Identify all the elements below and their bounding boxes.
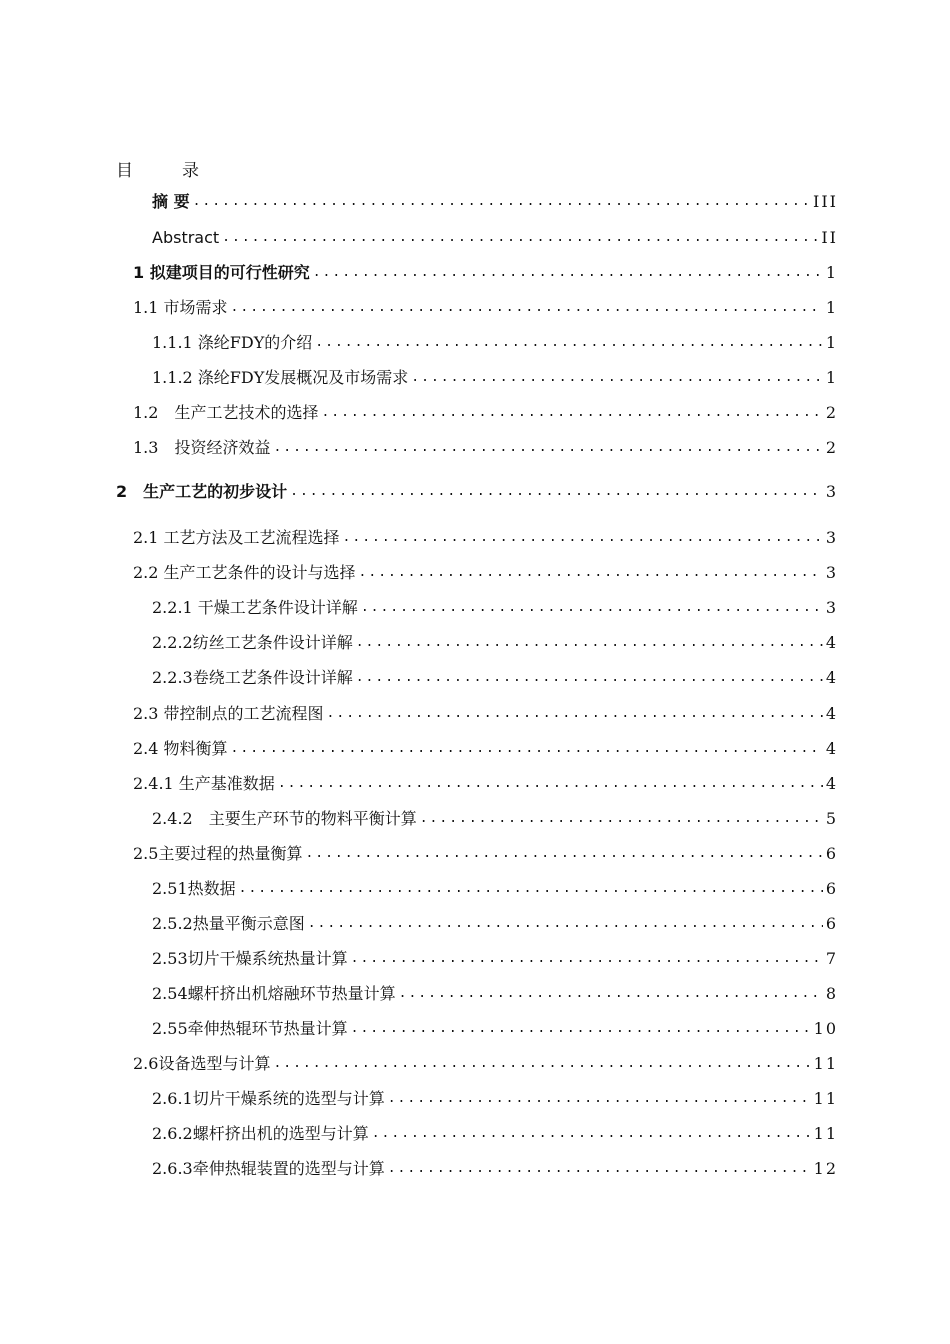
- toc-entry-label: 2.5.2热量平衡示意图: [152, 914, 305, 933]
- toc-entry-label: 1.1.2 涤纶FDY发展概况及市场需求: [152, 368, 409, 387]
- toc-entry-label: 摘 要: [152, 192, 190, 211]
- toc-entry-page: 3: [825, 482, 838, 501]
- toc-entry-page: 3: [825, 528, 838, 547]
- toc-entry-page: 4: [825, 668, 838, 687]
- toc-entry-label: 2 生产工艺的初步设计: [116, 482, 288, 501]
- toc-entry-2-2-2[interactable]: [152, 629, 838, 653]
- dot-leader: [305, 844, 822, 864]
- toc-entry-label: 2.6.3牵伸热辊装置的选型与计算: [152, 1159, 385, 1178]
- toc-entry-label: 1.2 生产工艺技术的选择: [133, 403, 319, 422]
- dot-leader: [359, 563, 823, 583]
- toc-entry-label: 2.53切片干燥系统热量计算: [152, 949, 348, 968]
- toc-entry-2-3[interactable]: [133, 700, 838, 724]
- toc-entry-page: 1: [825, 333, 838, 352]
- toc-entry-label: Abstract: [152, 228, 220, 247]
- toc-entry-2-2-1[interactable]: [152, 594, 838, 618]
- dot-leader: [278, 774, 823, 794]
- dot-leader: [420, 809, 823, 829]
- dot-leader: [273, 438, 822, 458]
- toc-entry-label: 2.1 工艺方法及工艺流程选择: [133, 528, 340, 547]
- dot-leader: [399, 984, 823, 1004]
- dot-leader: [361, 598, 823, 618]
- dot-leader: [273, 1054, 810, 1074]
- toc-entry-label: 2.2 生产工艺条件的设计与选择: [133, 563, 356, 582]
- toc-entry-page: 6: [825, 914, 838, 933]
- toc-entry-page: 4: [825, 774, 838, 793]
- toc-entry-page: 6: [825, 844, 838, 863]
- dot-leader: [193, 192, 810, 212]
- toc-entry-1-1[interactable]: [133, 294, 838, 318]
- toc-entry-label: 1.3 投资经济效益: [133, 438, 271, 457]
- toc-entry-page: 4: [825, 633, 838, 652]
- toc-entry-label: 2.4 物料衡算: [133, 739, 228, 758]
- toc-entry-label: 2.55牵伸热辊环节热量计算: [152, 1019, 348, 1038]
- toc-entry-2-5-2[interactable]: [152, 910, 838, 934]
- dot-leader: [308, 914, 823, 934]
- toc-entry-label: 2.2.1 干燥工艺条件设计详解: [152, 598, 358, 617]
- toc-entry-page: 1: [825, 263, 838, 282]
- toc-entry-label: 2.4.2 主要生产环节的物料平衡计算: [152, 809, 417, 828]
- dot-leader: [411, 368, 823, 388]
- toc-entry-1-1-2[interactable]: [152, 364, 838, 388]
- toc-entry-label: 2.51热数据: [152, 879, 236, 898]
- toc-entry-label: 2.4.1 生产基准数据: [133, 774, 275, 793]
- toc-entry-2-2-3[interactable]: [152, 664, 838, 688]
- dot-leader: [351, 949, 823, 969]
- toc-entry-1-1-1[interactable]: [152, 329, 838, 353]
- toc-title: 目 录: [116, 161, 215, 181]
- toc-entry-2-1[interactable]: [133, 524, 838, 548]
- toc-entry-2-4-1[interactable]: [133, 770, 838, 794]
- toc-entry-page: 5: [825, 809, 838, 828]
- toc-entry-1-3[interactable]: [133, 434, 838, 458]
- toc-entry-1-2[interactable]: [133, 399, 838, 423]
- toc-entry-label: 1.1 市场需求: [133, 298, 228, 317]
- dot-leader: [351, 1019, 811, 1039]
- toc-entry-page: 12: [813, 1159, 838, 1178]
- toc-entry-page: 6: [825, 879, 838, 898]
- dot-leader: [388, 1159, 811, 1179]
- toc-entry-page: II: [821, 228, 838, 247]
- dot-leader: [343, 528, 823, 548]
- toc-entry-page: 2: [825, 438, 838, 457]
- dot-leader: [315, 333, 823, 353]
- toc-entry-label: 2.2.2纺丝工艺条件设计详解: [152, 633, 353, 652]
- toc-entry-page: 4: [825, 704, 838, 723]
- toc-entry-page: 3: [825, 598, 838, 617]
- toc-entry-2-5-1[interactable]: [152, 875, 838, 899]
- toc-entry-abstract-cn[interactable]: [152, 188, 838, 212]
- toc-entry-page: 11: [813, 1054, 838, 1073]
- toc-entry-label: 1 拟建项目的可行性研究: [133, 263, 310, 282]
- toc-entry-label: 2.6.1切片干燥系统的选型与计算: [152, 1089, 385, 1108]
- toc-entry-2-5-4[interactable]: [152, 980, 838, 1004]
- toc-entry-page: III: [813, 192, 838, 211]
- toc-entry-2-5-3[interactable]: [152, 945, 838, 969]
- dot-leader: [356, 668, 823, 688]
- dot-leader: [388, 1089, 811, 1109]
- toc-entry-label: 2.3 带控制点的工艺流程图: [133, 704, 324, 723]
- toc-entry-2-5[interactable]: [133, 840, 838, 864]
- toc-entry-page: 3: [825, 563, 838, 582]
- toc-entry-label: 2.5主要过程的热量衡算: [133, 844, 303, 863]
- dot-leader: [239, 879, 823, 899]
- toc-entry-page: 4: [825, 739, 838, 758]
- toc-entry-page: 11: [813, 1089, 838, 1108]
- dot-leader: [321, 403, 822, 423]
- toc-entry-2-6[interactable]: [133, 1050, 838, 1074]
- dot-leader: [290, 482, 823, 502]
- toc-entry-abstract-en[interactable]: [152, 224, 838, 248]
- toc-entry-2-6-3[interactable]: [152, 1155, 838, 1179]
- toc-entry-2-2[interactable]: [133, 559, 838, 583]
- toc-entry-label: 1.1.1 涤纶FDY的介绍: [152, 333, 313, 352]
- toc-entry-page: 11: [813, 1124, 838, 1143]
- toc-entry-2-5-5[interactable]: [152, 1015, 838, 1039]
- toc-entry-label: 2.6.2螺杆挤出机的选型与计算: [152, 1124, 369, 1143]
- toc-entry-label: 2.54螺杆挤出机熔融环节热量计算: [152, 984, 396, 1003]
- toc-entry-page: 8: [825, 984, 838, 1003]
- dot-leader: [231, 298, 823, 318]
- dot-leader: [313, 263, 823, 283]
- dot-leader: [372, 1124, 811, 1144]
- dot-leader: [231, 739, 823, 759]
- dot-leader: [222, 228, 818, 248]
- dot-leader: [327, 704, 823, 724]
- toc-entry-page: 10: [813, 1019, 838, 1038]
- toc-entry-label: 2.2.3卷绕工艺条件设计详解: [152, 668, 353, 687]
- toc-entry-page: 2: [825, 403, 838, 422]
- dot-leader: [356, 633, 823, 653]
- toc-entry-page: 1: [825, 368, 838, 387]
- toc-entry-page: 7: [825, 949, 838, 968]
- toc-entry-label: 2.6设备选型与计算: [133, 1054, 271, 1073]
- toc-entry-2-4[interactable]: [133, 735, 838, 759]
- toc-entry-2-6-1[interactable]: [152, 1085, 838, 1109]
- toc-entry-chapter-2[interactable]: [116, 478, 838, 502]
- toc-entry-page: 1: [825, 298, 838, 317]
- toc-entry-chapter-1[interactable]: [133, 259, 838, 283]
- toc-entry-2-6-2[interactable]: [152, 1120, 838, 1144]
- toc-entry-2-4-2[interactable]: [152, 805, 838, 829]
